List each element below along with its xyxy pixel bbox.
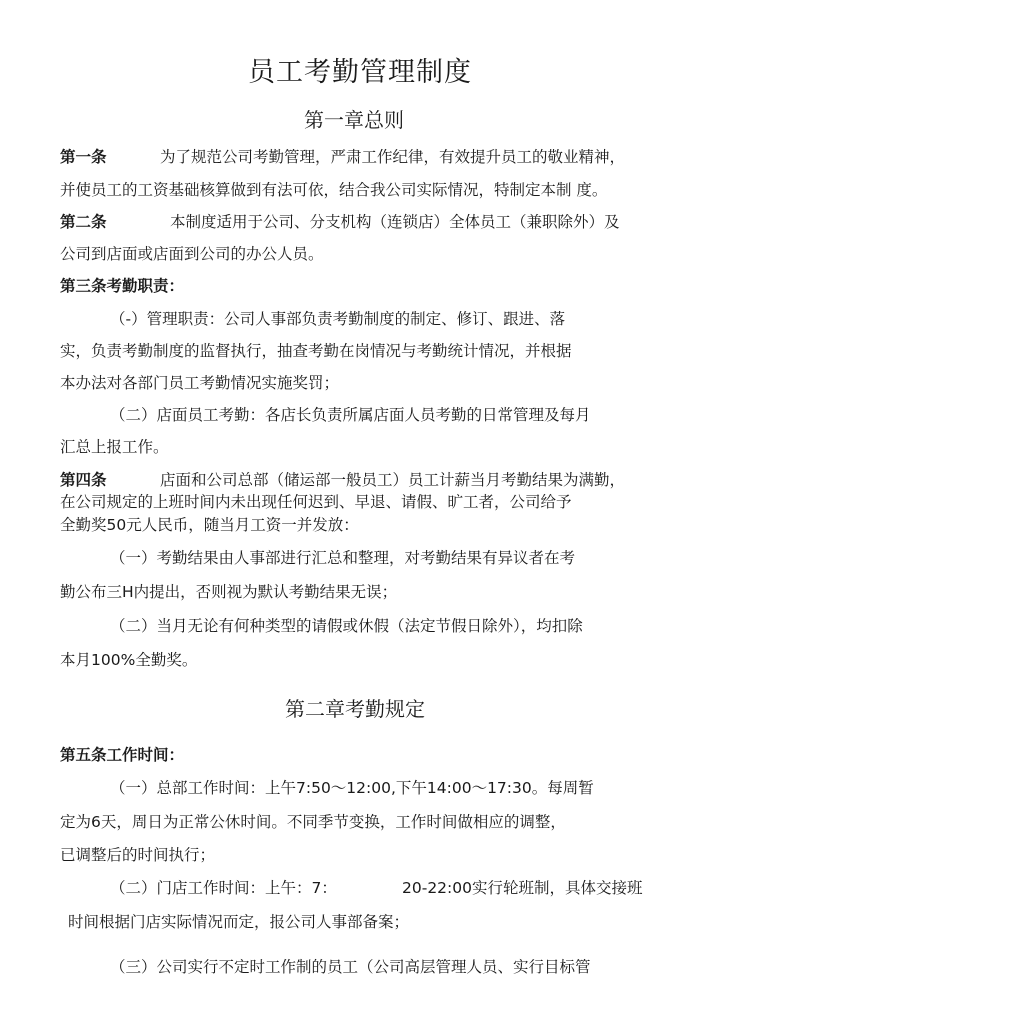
article-3-item-1-line-2: 实，负责考勤制度的监督执行，抽查考勤在岗情况与考勤统计情况，并根据 — [60, 342, 572, 360]
article-5-item-1-line-2: 定为6天，周日为正常公休时间。不同季节变换，工作时间做相应的调整， — [60, 813, 566, 831]
article-4-label: 第四条 — [60, 471, 107, 489]
article-3-item-1-line-3: 本办法对各部门员工考勤情况实施奖罚； — [60, 374, 340, 392]
article-4-line-1: 店面和公司总部（储运部一般员工）员工计薪当月考勤结果为满勤， — [160, 471, 626, 489]
article-3-item-2-line-2: 汇总上报工作。 — [60, 438, 169, 456]
article-4-line-3: 全勤奖50元人民币，随当月工资一并发放： — [60, 516, 359, 534]
chapter-2-heading: 第二章考勤规定 — [285, 697, 425, 721]
article-5-item-2-line-2: 时间根据门店实际情况而定，报公司人事部备案； — [68, 913, 410, 931]
article-1-line-2: 并使员工的工资基础核算做到有法可依，结合我公司实际情况，特制定本制 度。 — [60, 181, 608, 199]
article-2-line-2: 公司到店面或店面到公司的办公人员。 — [60, 245, 324, 263]
chapter-1-heading: 第一章总则 — [304, 108, 404, 132]
article-3-item-1-line-1: （-）管理职责：公司人事部负责考勤制度的制定、修订、跟进、落 — [110, 310, 566, 328]
article-2-label: 第二条 — [60, 213, 107, 231]
article-4-line-2: 在公司规定的上班时间内未出现任何迟到、早退、请假、旷工者，公司给予 — [60, 493, 572, 511]
article-5-item-3-line-1: （三）公司实行不定时工作制的员工（公司高层管理人员、实行目标管 — [110, 958, 591, 976]
article-5-heading: 第五条工作时间： — [60, 746, 185, 764]
article-1-label: 第一条 — [60, 148, 107, 166]
article-5-item-1-line-3: 已调整后的时间执行； — [60, 846, 216, 864]
article-5-item-2-line-1a: （二）门店工作时间：上午：7： — [110, 879, 337, 897]
article-2-line-1: 本制度适用于公司、分支机构（连锁店）全体员工（兼职除外）及 — [170, 213, 620, 231]
article-3-item-2-line-1: （二）店面员工考勤：各店长负责所属店面人员考勤的日常管理及每月 — [110, 406, 591, 424]
article-4-item-2-line-2: 本月100%全勤奖。 — [60, 651, 198, 669]
article-4-item-1-line-1: （一）考勤结果由人事部进行汇总和整理，对考勤结果有异议者在考 — [110, 549, 576, 567]
article-5-item-1-line-1: （一）总部工作时间：上午7:50〜12:00,下午14:00〜17:30。每周暂 — [110, 779, 594, 797]
article-5-item-2-line-1b: 20-22:00实行轮班制，具体交接班 — [402, 879, 643, 897]
document-title: 员工考勤管理制度 — [248, 57, 472, 88]
article-1-line-1: 为了规范公司考勤管理，严肃工作纪律，有效提升员工的敬业精神， — [160, 148, 626, 166]
article-4-item-1-line-2: 勤公布三H内提出，否则视为默认考勤结果无误； — [60, 583, 398, 601]
article-3-heading: 第三条考勤职责： — [60, 277, 185, 295]
article-4-item-2-line-1: （二）当月无论有何种类型的请假或休假（法定节假日除外），均扣除 — [110, 617, 583, 635]
